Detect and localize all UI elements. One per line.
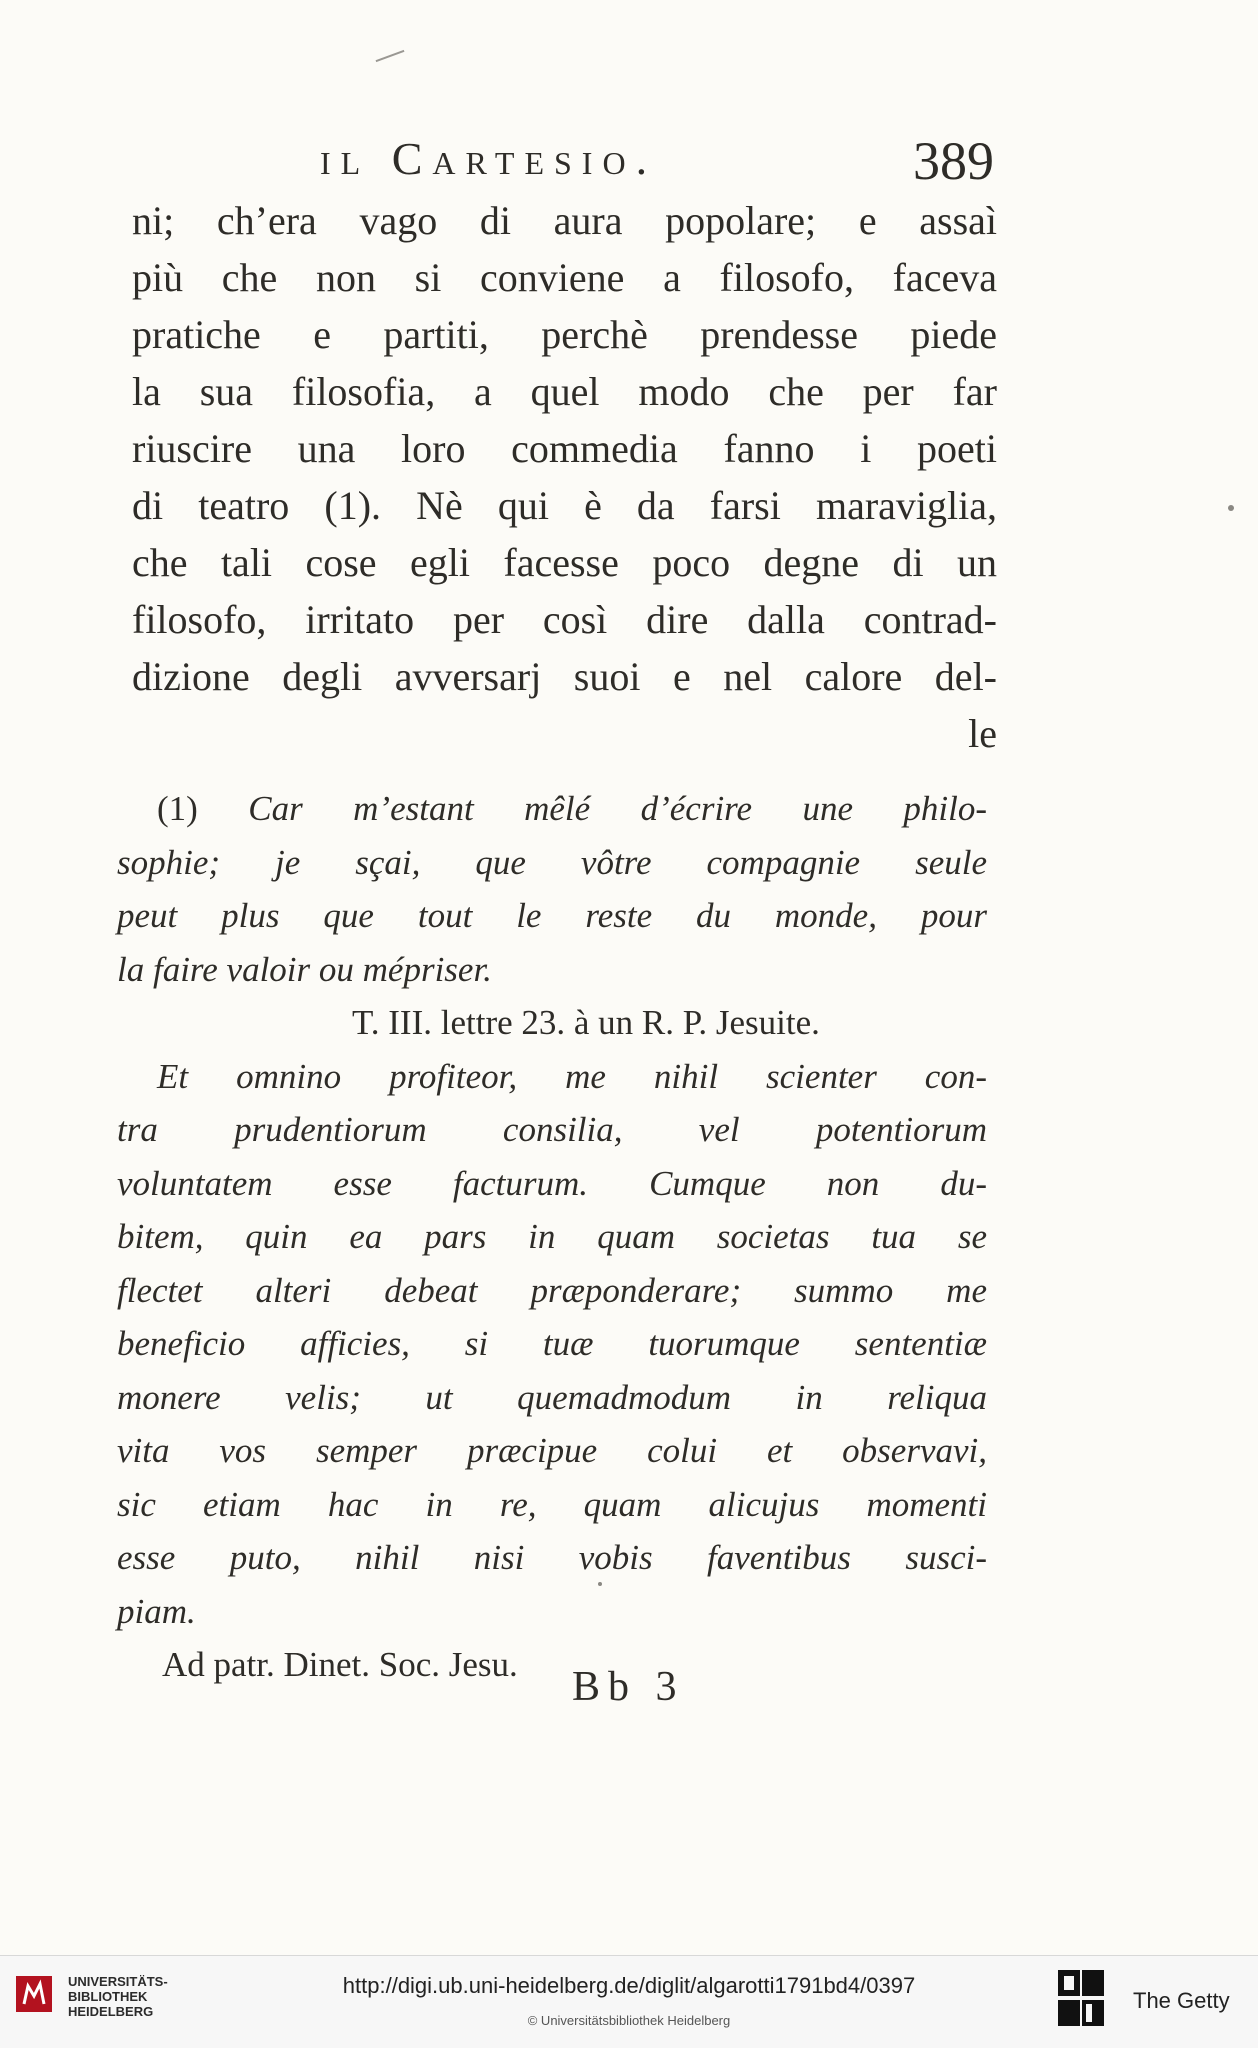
- scan-dot: [1228, 505, 1234, 511]
- footnote-line: [117, 782, 987, 836]
- footnote-line: voluntatem esse facturum. Cumque non du-: [117, 1163, 987, 1203]
- text-line: ni; ch’era vago di aura popolare; e assaì: [132, 198, 997, 243]
- getty-logo-icon: [1056, 1968, 1106, 2030]
- footnote-line: Et omnino profiteor, me nihil scienter con-: [157, 1056, 987, 1096]
- text-line: la sua filosofia, a quel modo che per far: [132, 369, 997, 414]
- footnote-line: tra prudentiorum consilia, vel potentiorum: [117, 1110, 987, 1149]
- institution-line: BIBLIOTHEK: [68, 1989, 148, 2004]
- footnote-line: sic etiam hac in re, quam alicujus momenti: [117, 1484, 987, 1524]
- footnote: [117, 782, 987, 1692]
- footnote-citation: Ad patr. Dinet. Soc. Jesu.: [162, 1645, 518, 1684]
- catchword: le: [968, 711, 997, 756]
- scan-mark: [376, 50, 405, 62]
- text-line: pratiche e partiti, perchè prendesse piede: [132, 312, 997, 357]
- footnote-line: la faire valoir ou mépriser.: [117, 949, 492, 989]
- copyright-notice: © Universitätsbibliothek Heidelberg: [527, 2013, 731, 2028]
- institution-line: UNIVERSITÄTS-: [68, 1974, 168, 1989]
- text-line: dizione degli avversarj suoi e nel calore del-: [132, 654, 997, 699]
- text-line: filosofo, irritato per così dire dalla contrad-: [132, 597, 997, 642]
- text-line: di teatro (1). Nè qui è da farsi maraviglia,: [132, 483, 997, 528]
- footnote-line: flectet alteri debeat præponderare; summo me: [117, 1270, 987, 1310]
- page-number: 389: [913, 131, 994, 191]
- page-url-link[interactable]: http://digi.ub.uni-heidelberg.de/diglit/algarotti1791bd4/0397: [342, 1973, 916, 1998]
- sponsor-name: The Getty: [1133, 1988, 1230, 2013]
- footnote-line: peut plus que tout le reste du monde, pour: [117, 896, 987, 935]
- footnote-line: piam.: [117, 1591, 196, 1631]
- footnote-marker: (1): [157, 789, 198, 828]
- institution-line: HEIDELBERG: [68, 2004, 154, 2019]
- footnote-line: monere velis; ut quemadmodum in reliqua: [117, 1377, 987, 1417]
- signature-mark: Bb 3: [572, 1664, 685, 1710]
- footnote-line: beneficio afficies, si tuæ tuorumque sententiæ: [117, 1324, 987, 1363]
- footnote-line: sophie; je sçai, que vôtre compagnie seule: [117, 842, 987, 882]
- text-line: più che non si conviene a filosofo, faceva: [132, 255, 997, 300]
- text-line: riuscire una loro commedia fanno i poeti: [132, 426, 997, 471]
- footnote-line: esse puto, nihil nisi vobis faventibus susci-: [117, 1538, 987, 1577]
- footnote-line: bitem, quin ea pars in quam societas tua se: [117, 1217, 987, 1256]
- viewer-footer: [0, 1955, 1258, 2048]
- running-head: il Cartesio.: [320, 133, 658, 184]
- footnote-line: vita vos semper præcipue colui et observavi,: [117, 1431, 987, 1470]
- footnote-citation: T. III. lettre 23. à un R. P. Jesuite.: [352, 1003, 820, 1042]
- main-text: [132, 192, 997, 762]
- footnote-text: Car m’estant mêlé d’écrire une philo-: [248, 789, 988, 828]
- text-line: che tali cose egli facesse poco degne di un: [132, 540, 997, 585]
